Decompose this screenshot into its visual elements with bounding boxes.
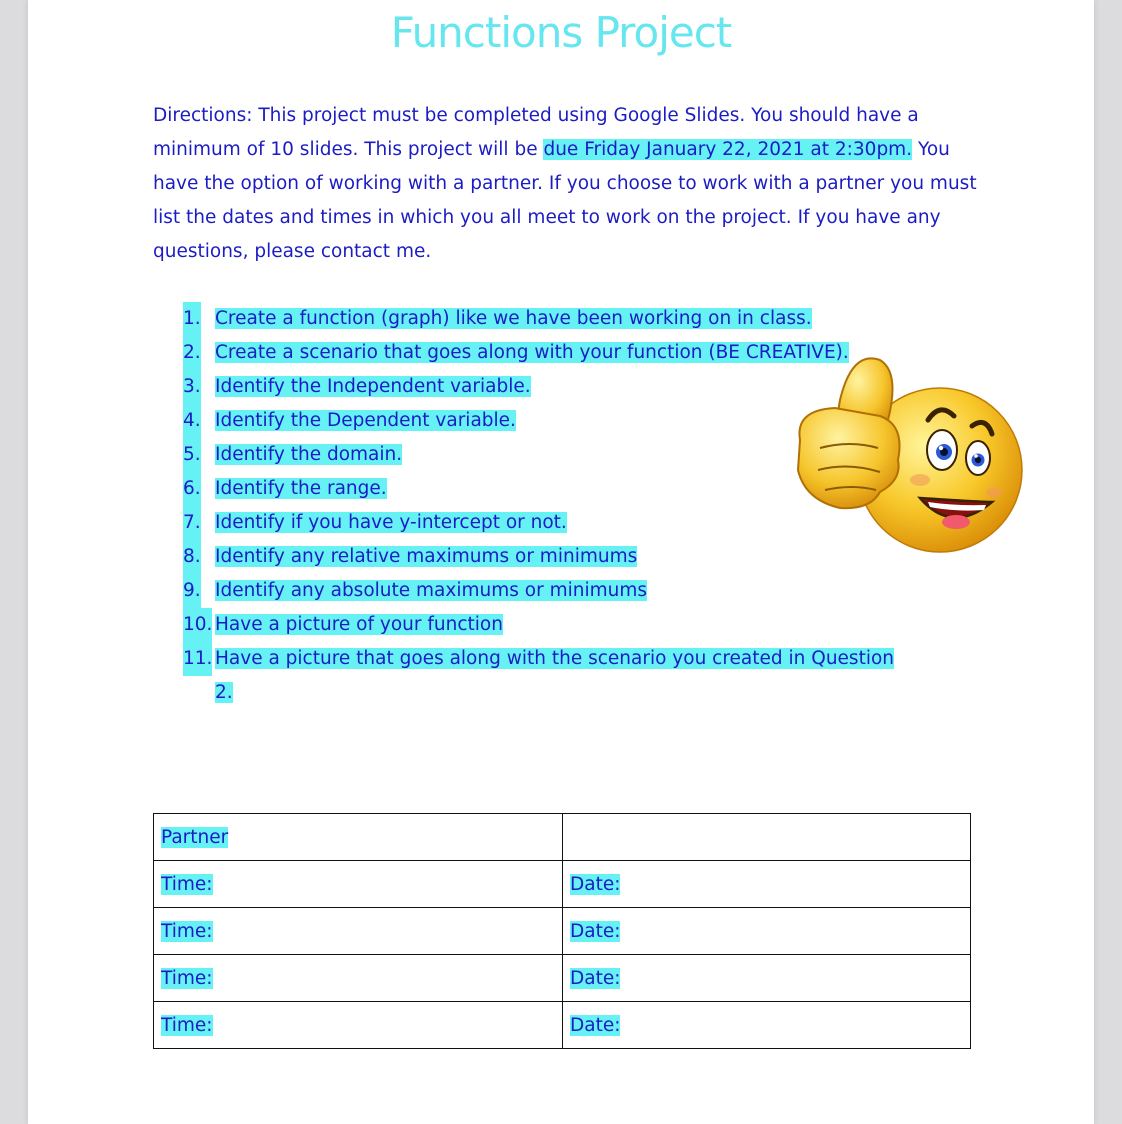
table-row <box>154 908 971 955</box>
date-cell[interactable] <box>563 861 971 908</box>
date-cell[interactable] <box>563 955 971 1002</box>
table-row <box>154 814 971 861</box>
partner-cell[interactable] <box>154 814 563 861</box>
list-text: Create a function (graph) like we have been working on in class. <box>215 308 812 329</box>
list-number: 9. <box>183 574 201 608</box>
list-text: Identify the range. <box>215 478 387 499</box>
directions-text: Directions: This project must be completed using Google Slides. You should have a minimum of 10 slides. This project will be <box>153 105 919 160</box>
list-text: Identify any absolute maximums or minimums <box>215 580 647 601</box>
date-label: Date: <box>570 920 621 942</box>
list-text: Identify any relative maximums or minimums <box>215 546 638 567</box>
time-cell[interactable] <box>154 861 563 908</box>
partner-name-cell[interactable] <box>563 814 971 861</box>
date-label: Date: <box>570 1014 621 1036</box>
date-label: Date: <box>570 967 621 989</box>
list-number: 5. <box>183 438 201 472</box>
table-row <box>154 955 971 1002</box>
list-text: Identify the domain. <box>215 444 403 465</box>
list-number: 8. <box>183 540 201 574</box>
date-cell[interactable] <box>563 1002 971 1049</box>
list-number: 4. <box>183 404 201 438</box>
time-label: Time: <box>161 873 213 895</box>
time-label: Time: <box>161 1014 213 1036</box>
due-date-highlight: due Friday January 22, 2021 at 2:30pm. <box>543 139 913 160</box>
list-text: Identify if you have y-intercept or not. <box>215 512 567 533</box>
list-number: 2. <box>183 336 201 370</box>
list-item <box>183 574 903 608</box>
page-title: Functions Project <box>390 8 732 57</box>
partner-label: Partner <box>161 826 229 848</box>
time-label: Time: <box>161 920 213 942</box>
time-label: Time: <box>161 967 213 989</box>
thumbs-up-smiley-icon <box>780 330 1025 560</box>
directions-text-rest: You have the option of working with a partner. If you choose to work with a partner you must list the dates and times in which you all meet to work on the project. If you have any questions, please contact me. <box>153 139 977 262</box>
time-cell[interactable] <box>154 955 563 1002</box>
table-row <box>154 1002 971 1049</box>
date-label: Date: <box>570 873 621 895</box>
time-cell[interactable] <box>154 908 563 955</box>
list-text: Identify the Dependent variable. <box>215 410 516 431</box>
date-cell[interactable] <box>563 908 971 955</box>
list-number: 7. <box>183 506 201 540</box>
list-text: Identify the Independent variable. <box>215 376 531 397</box>
directions-paragraph <box>153 99 983 269</box>
document-page <box>28 0 1094 1124</box>
partner-table <box>153 813 971 1049</box>
time-cell[interactable] <box>154 1002 563 1049</box>
list-number: 10. <box>183 608 212 642</box>
list-item <box>183 642 903 710</box>
list-number: 1. <box>183 302 201 336</box>
list-text: Create a scenario that goes along with your function (BE CREATIVE). <box>215 342 849 363</box>
list-number: 6. <box>183 472 201 506</box>
list-number: 3. <box>183 370 201 404</box>
list-text: Have a picture that goes along with the scenario you created in Question 2. <box>215 648 895 703</box>
list-item <box>183 608 903 642</box>
table-row <box>154 861 971 908</box>
list-text: Have a picture of your function <box>215 614 503 635</box>
list-number: 11. <box>183 642 212 676</box>
